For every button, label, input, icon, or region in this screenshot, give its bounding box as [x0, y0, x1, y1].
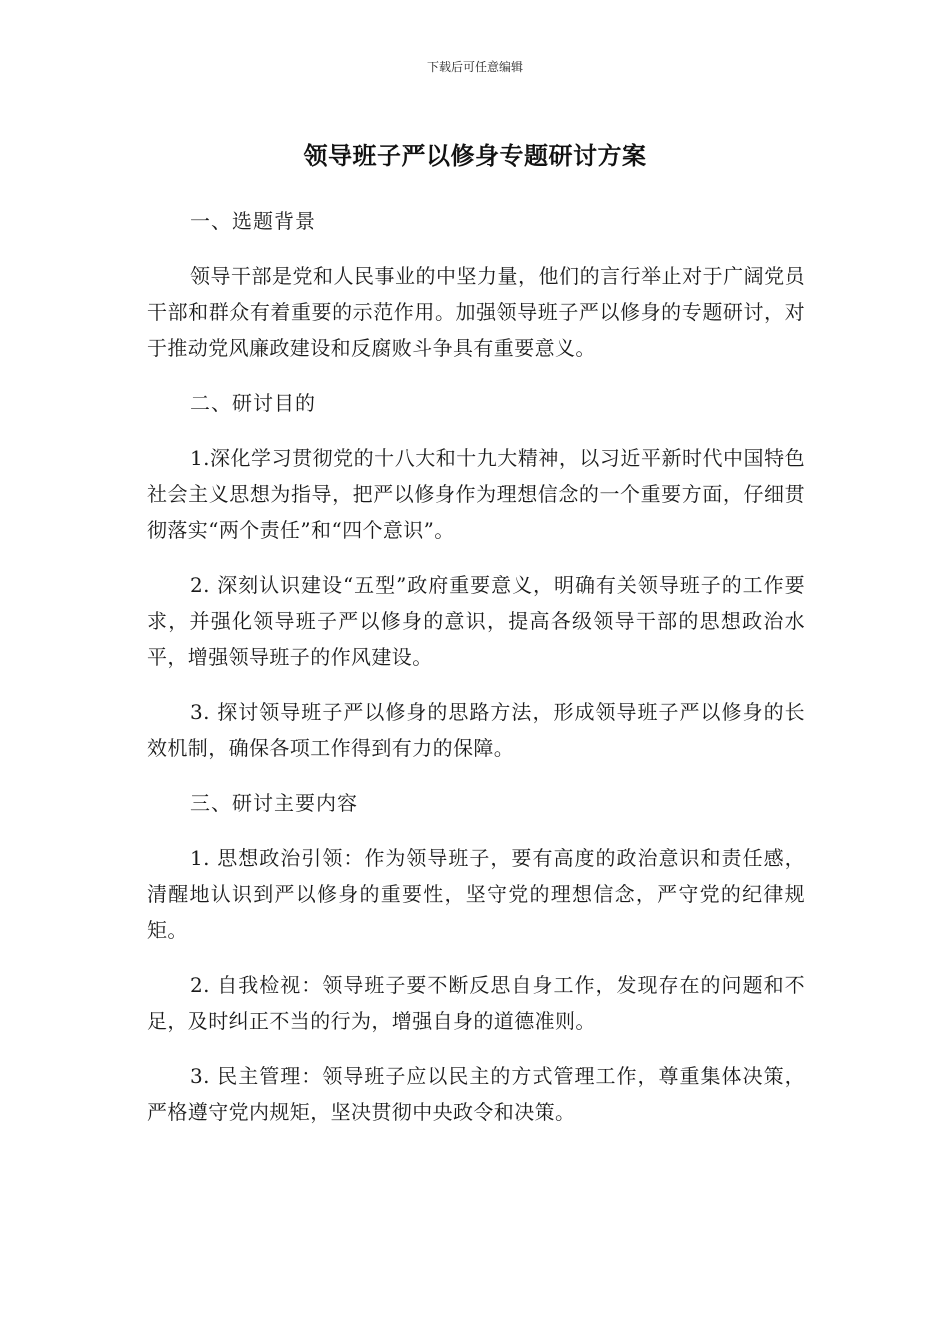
section-heading-purpose: 二、研讨目的: [190, 391, 316, 415]
paragraph-purpose-3: 3. 探讨领导班子严以修身的思路方法，形成领导班子严以修身的长效机制，确保各项工作得到有力的保障。: [147, 700, 805, 760]
section-heading-content: 三、研讨主要内容: [190, 791, 358, 815]
paragraph-background: 领导干部是党和人民事业的中坚力量，他们的言行举止对于广阔党员干部和群众有着重要的示范作用。加强领导班子严以修身的专题研讨，对于推动党风廉政建设和反腐败斗争具有重要意义。: [147, 264, 805, 360]
document-body: [147, 203, 805, 1149]
paragraph-purpose-2: 2. 深刻认识建设“五型”政府重要意义，明确有关领导班子的工作要求，并强化领导班子严以修身的意识，提高各级领导干部的思想政治水平，增强领导班子的作风建设。: [147, 573, 805, 669]
document-title: 领导班子严以修身专题研讨方案: [303, 142, 647, 170]
paragraph-purpose-1: 1.深化学习贯彻党的十八大和十九大精神，以习近平新时代中国特色社会主义思想为指导，把严以修身作为理想信念的一个重要方面，仔细贯彻落实“两个责任”和“四个意识”。: [147, 446, 805, 542]
paragraph-content-1: 1. 思想政治引领：作为领导班子，要有高度的政治意识和责任感，清醒地认识到严以修身的重要性，坚守党的理想信念，严守党的纪律规矩。: [147, 846, 805, 942]
paragraph-content-2: 2. 自我检视：领导班子要不断反思自身工作，发现存在的问题和不足，及时纠正不当的行为，增强自身的道德准则。: [147, 973, 805, 1033]
section-heading-background: 一、选题背景: [190, 209, 316, 233]
paragraph-content-3: 3. 民主管理：领导班子应以民主的方式管理工作，尊重集体决策，严格遵守党内规矩，坚决贯彻中央政令和决策。: [147, 1064, 805, 1124]
header-note: 下载后可任意编辑: [426, 60, 523, 74]
